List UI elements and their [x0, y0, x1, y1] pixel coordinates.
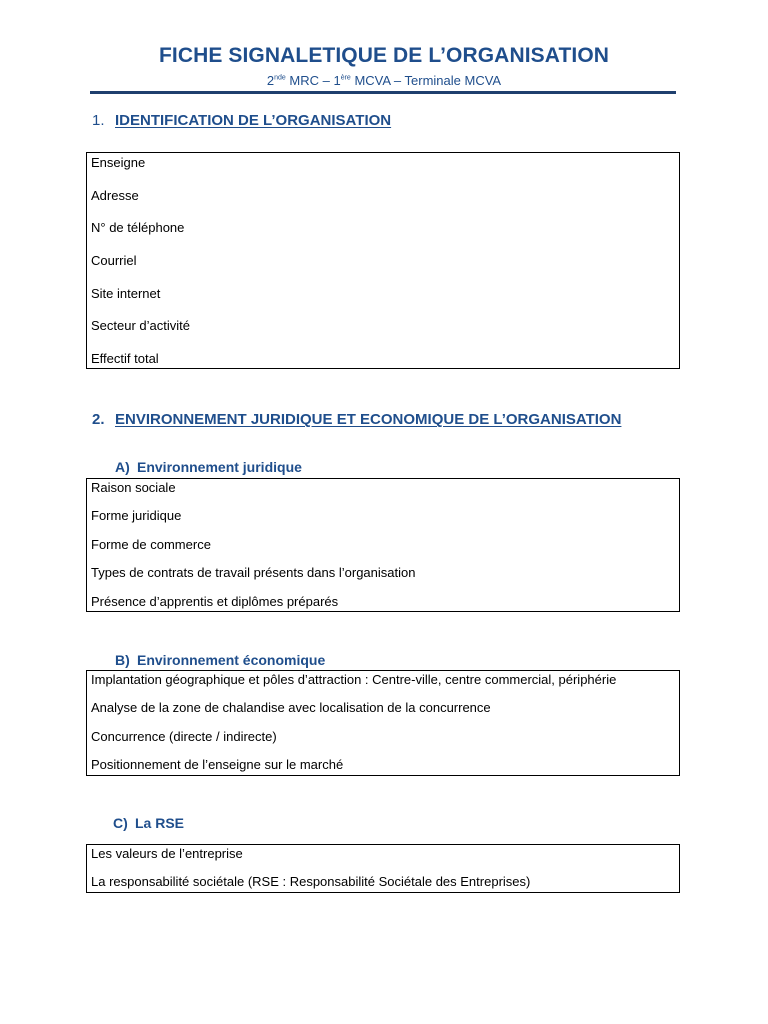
- section-1-heading: [92, 112, 391, 129]
- section-1-title: IDENTIFICATION DE L’ORGANISATION: [115, 112, 392, 129]
- subsection-b-letter: B): [115, 652, 130, 668]
- subtitle-level2-superscript: ère: [340, 74, 351, 82]
- field-positionnement: Positionnement de l’enseigne sur le marché: [91, 757, 344, 772]
- subsection-c-heading: [113, 815, 184, 831]
- title-divider: [90, 91, 676, 94]
- subsection-b-heading: [115, 652, 325, 668]
- economique-box: [86, 670, 680, 776]
- field-apprentis-diplomes: Présence d’apprentis et diplômes préparés: [91, 594, 339, 609]
- field-valeurs-entreprise: Les valeurs de l’entreprise: [91, 846, 243, 861]
- section-1-number: 1.: [92, 112, 105, 129]
- identification-box: [86, 152, 680, 369]
- field-zone-chalandise: Analyse de la zone de chalandise avec localisation de la concurrence: [91, 700, 491, 715]
- field-telephone: N° de téléphone: [91, 220, 185, 235]
- field-adresse: Adresse: [91, 188, 139, 203]
- page-subtitle: [0, 73, 768, 88]
- section-2-heading: [92, 411, 621, 428]
- field-enseigne: Enseigne: [91, 155, 146, 170]
- subsection-c-title: La RSE: [135, 815, 185, 831]
- field-types-contrats: Types de contrats de travail présents dans l’organisation: [91, 565, 416, 580]
- field-forme-commerce: Forme de commerce: [91, 537, 211, 552]
- subtitle-level1-label: MRC –: [285, 73, 334, 88]
- field-responsabilite-societale: La responsabilité sociétale (RSE : Responsabilité Sociétale des Entreprises): [91, 874, 531, 889]
- rse-box: [86, 844, 680, 893]
- subsection-a-heading: [115, 459, 302, 475]
- field-effectif-total: Effectif total: [91, 351, 159, 366]
- field-raison-sociale: Raison sociale: [91, 480, 176, 495]
- subsection-c-letter: C): [113, 815, 128, 831]
- page-title: FICHE SIGNALETIQUE DE L’ORGANISATION: [158, 44, 610, 67]
- field-concurrence: Concurrence (directe / indirecte): [91, 729, 277, 744]
- field-implantation: Implantation géographique et pôles d’attraction : Centre-ville, centre commercial, périphérie: [91, 672, 617, 687]
- juridique-box: [86, 478, 680, 612]
- subtitle-level2-label: MCVA – Terminale MCVA: [350, 73, 502, 88]
- field-secteur-activite: Secteur d’activité: [91, 318, 190, 333]
- subsection-a-letter: A): [115, 459, 130, 475]
- field-site-internet: Site internet: [91, 286, 161, 301]
- section-2-number: 2.: [92, 411, 105, 428]
- field-courriel: Courriel: [91, 253, 137, 268]
- subtitle-level1-number: 2: [266, 73, 275, 88]
- field-forme-juridique: Forme juridique: [91, 508, 182, 523]
- section-2-title: ENVIRONNEMENT JURIDIQUE ET ECONOMIQUE DE L’ORGANISATION: [115, 411, 622, 428]
- subsection-a-title: Environnement juridique: [137, 459, 302, 475]
- subtitle-level1-superscript: nde: [274, 74, 286, 82]
- subtitle-level2-number: 1: [333, 73, 341, 88]
- subsection-b-title: Environnement économique: [137, 652, 326, 668]
